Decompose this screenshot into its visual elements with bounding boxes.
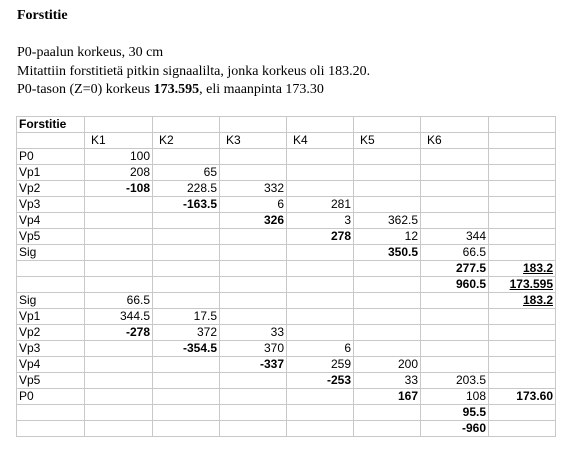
value-cell: 33 bbox=[354, 373, 421, 389]
row-label-cell: P0 bbox=[17, 149, 85, 165]
row-label-cell: P0 bbox=[17, 389, 85, 405]
value-cell bbox=[85, 373, 153, 389]
value-cell bbox=[153, 229, 220, 245]
text-l3-post: , eli maanpinta 173.30 bbox=[199, 82, 324, 97]
value-cell: 203.5 bbox=[421, 373, 489, 389]
value-cell bbox=[85, 389, 153, 405]
value-cell bbox=[85, 261, 153, 277]
value-cell bbox=[354, 277, 421, 293]
row-label-cell: Vp3 bbox=[17, 197, 85, 213]
value-cell bbox=[421, 357, 489, 373]
value-cell bbox=[220, 245, 287, 261]
value-cell bbox=[489, 229, 556, 245]
table-corner-cell bbox=[17, 133, 85, 149]
value-cell: 326 bbox=[220, 213, 287, 229]
value-cell: 228.5 bbox=[153, 181, 220, 197]
value-cell: 3 bbox=[287, 213, 354, 229]
row-label-cell: Vp2 bbox=[17, 325, 85, 341]
table-row bbox=[17, 421, 556, 437]
value-cell: 65 bbox=[153, 165, 220, 181]
value-cell bbox=[489, 309, 556, 325]
row-label-cell: Vp1 bbox=[17, 309, 85, 325]
value-cell bbox=[421, 325, 489, 341]
value-cell bbox=[85, 229, 153, 245]
value-cell: 332 bbox=[220, 181, 287, 197]
value-cell bbox=[421, 181, 489, 197]
value-cell: 344.5 bbox=[85, 309, 153, 325]
column-header-cell: K5 bbox=[354, 133, 421, 149]
row-label-cell: Vp2 bbox=[17, 181, 85, 197]
table-row bbox=[17, 309, 556, 325]
row-label-cell bbox=[17, 261, 85, 277]
value-cell bbox=[287, 389, 354, 405]
value-cell bbox=[153, 149, 220, 165]
table-header-empty-cell bbox=[421, 117, 489, 133]
value-cell bbox=[220, 309, 287, 325]
value-cell bbox=[153, 277, 220, 293]
value-cell bbox=[354, 405, 421, 421]
value-cell bbox=[421, 341, 489, 357]
value-cell bbox=[85, 341, 153, 357]
value-cell: 17.5 bbox=[153, 309, 220, 325]
value-cell: 200 bbox=[354, 357, 421, 373]
value-cell bbox=[489, 341, 556, 357]
column-header-cell: K3 bbox=[220, 133, 287, 149]
column-header-cell: K6 bbox=[421, 133, 489, 149]
value-cell: 6 bbox=[287, 341, 354, 357]
value-cell bbox=[85, 357, 153, 373]
table-row bbox=[17, 293, 556, 309]
value-cell: 277.5 bbox=[421, 261, 489, 277]
column-header-cell bbox=[489, 133, 556, 149]
text-line-measurement: Mitattiin forstitietä pitkin signaalilta, jonka korkeus oli 183.20. bbox=[17, 64, 371, 79]
value-cell bbox=[489, 357, 556, 373]
value-cell bbox=[287, 293, 354, 309]
table-row bbox=[17, 213, 556, 229]
table-row bbox=[17, 197, 556, 213]
table-body bbox=[17, 117, 556, 437]
table-row bbox=[17, 181, 556, 197]
text-l3-pre: P0-tason (Z=0) korkeus bbox=[17, 82, 154, 97]
value-cell bbox=[153, 261, 220, 277]
value-cell: 33 bbox=[220, 325, 287, 341]
value-cell: 66.5 bbox=[421, 245, 489, 261]
row-label-cell: Vp5 bbox=[17, 373, 85, 389]
table-header-empty-cell bbox=[85, 117, 153, 133]
value-cell: 167 bbox=[354, 389, 421, 405]
value-cell bbox=[354, 149, 421, 165]
value-cell bbox=[287, 309, 354, 325]
row-label-cell bbox=[17, 405, 85, 421]
table-header-empty-cell bbox=[354, 117, 421, 133]
table-row bbox=[17, 325, 556, 341]
value-cell bbox=[153, 389, 220, 405]
value-cell: -354.5 bbox=[153, 341, 220, 357]
table-header-empty-cell bbox=[220, 117, 287, 133]
value-cell bbox=[489, 245, 556, 261]
value-cell: -108 bbox=[85, 181, 153, 197]
value-cell bbox=[153, 357, 220, 373]
value-cell: 183.2 bbox=[489, 293, 556, 309]
row-label-cell: Sig bbox=[17, 245, 85, 261]
value-cell bbox=[287, 325, 354, 341]
value-cell bbox=[489, 165, 556, 181]
value-cell bbox=[489, 373, 556, 389]
value-cell bbox=[220, 389, 287, 405]
value-cell: 372 bbox=[153, 325, 220, 341]
value-cell bbox=[421, 293, 489, 309]
value-cell bbox=[421, 309, 489, 325]
table-header-empty-cell bbox=[489, 117, 556, 133]
value-cell bbox=[153, 293, 220, 309]
document-title: Forstitie bbox=[17, 8, 68, 23]
value-cell: 362.5 bbox=[354, 213, 421, 229]
value-cell bbox=[220, 277, 287, 293]
table-row bbox=[17, 245, 556, 261]
value-cell: 95.5 bbox=[421, 405, 489, 421]
value-cell bbox=[489, 421, 556, 437]
value-cell: -337 bbox=[220, 357, 287, 373]
value-cell bbox=[421, 197, 489, 213]
table-row bbox=[17, 165, 556, 181]
value-cell bbox=[153, 405, 220, 421]
value-cell bbox=[354, 197, 421, 213]
value-cell: 960.5 bbox=[421, 277, 489, 293]
value-cell bbox=[153, 421, 220, 437]
text-l3-bold: 173.595 bbox=[153, 82, 200, 97]
value-cell bbox=[354, 341, 421, 357]
table-row bbox=[17, 357, 556, 373]
value-cell: 6 bbox=[220, 197, 287, 213]
row-label-cell: Vp4 bbox=[17, 357, 85, 373]
value-cell bbox=[489, 325, 556, 341]
value-cell bbox=[354, 181, 421, 197]
value-cell: -163.5 bbox=[153, 197, 220, 213]
value-cell bbox=[85, 213, 153, 229]
value-cell bbox=[220, 373, 287, 389]
value-cell bbox=[220, 261, 287, 277]
value-cell: 259 bbox=[287, 357, 354, 373]
table-column-row bbox=[17, 133, 556, 149]
value-cell bbox=[220, 149, 287, 165]
value-cell: 344 bbox=[421, 229, 489, 245]
value-cell bbox=[421, 149, 489, 165]
value-cell bbox=[287, 405, 354, 421]
value-cell bbox=[354, 165, 421, 181]
value-cell bbox=[287, 277, 354, 293]
value-cell: 66.5 bbox=[85, 293, 153, 309]
value-cell bbox=[220, 229, 287, 245]
column-header-cell: K1 bbox=[85, 133, 153, 149]
value-cell bbox=[153, 373, 220, 389]
value-cell bbox=[287, 261, 354, 277]
value-cell bbox=[287, 245, 354, 261]
table-header-empty-cell bbox=[287, 117, 354, 133]
value-cell: -253 bbox=[287, 373, 354, 389]
table-row bbox=[17, 373, 556, 389]
table-header-row bbox=[17, 117, 556, 133]
row-label-cell: Sig bbox=[17, 293, 85, 309]
value-cell bbox=[85, 245, 153, 261]
value-cell bbox=[287, 149, 354, 165]
value-cell bbox=[220, 293, 287, 309]
value-cell bbox=[153, 213, 220, 229]
value-cell bbox=[85, 405, 153, 421]
table-row bbox=[17, 389, 556, 405]
value-cell bbox=[153, 245, 220, 261]
value-cell bbox=[287, 165, 354, 181]
row-label-cell bbox=[17, 277, 85, 293]
row-label-cell bbox=[17, 421, 85, 437]
row-label-cell: Vp4 bbox=[17, 213, 85, 229]
value-cell bbox=[354, 293, 421, 309]
value-cell bbox=[85, 421, 153, 437]
value-cell bbox=[489, 197, 556, 213]
value-cell bbox=[421, 165, 489, 181]
value-cell bbox=[354, 325, 421, 341]
value-cell bbox=[421, 213, 489, 229]
table-row bbox=[17, 229, 556, 245]
levelling-table bbox=[16, 116, 556, 437]
value-cell bbox=[489, 149, 556, 165]
value-cell: 278 bbox=[287, 229, 354, 245]
value-cell bbox=[489, 181, 556, 197]
value-cell bbox=[489, 213, 556, 229]
value-cell bbox=[354, 421, 421, 437]
value-cell bbox=[85, 277, 153, 293]
value-cell: 350.5 bbox=[354, 245, 421, 261]
value-cell: 173.60 bbox=[489, 389, 556, 405]
table-header-empty-cell bbox=[153, 117, 220, 133]
row-label-cell: Vp3 bbox=[17, 341, 85, 357]
value-cell: 173.595 bbox=[489, 277, 556, 293]
value-cell bbox=[489, 405, 556, 421]
column-header-cell: K4 bbox=[287, 133, 354, 149]
value-cell bbox=[354, 261, 421, 277]
value-cell bbox=[287, 421, 354, 437]
value-cell bbox=[354, 309, 421, 325]
value-cell bbox=[287, 181, 354, 197]
value-cell: 208 bbox=[85, 165, 153, 181]
value-cell: 100 bbox=[85, 149, 153, 165]
value-cell: -278 bbox=[85, 325, 153, 341]
value-cell: 281 bbox=[287, 197, 354, 213]
value-cell bbox=[220, 421, 287, 437]
table-row bbox=[17, 149, 556, 165]
value-cell: 370 bbox=[220, 341, 287, 357]
value-cell: 12 bbox=[354, 229, 421, 245]
value-cell: -960 bbox=[421, 421, 489, 437]
row-label-cell: Vp5 bbox=[17, 229, 85, 245]
value-cell bbox=[220, 405, 287, 421]
value-cell bbox=[85, 197, 153, 213]
table-row bbox=[17, 405, 556, 421]
value-cell: 108 bbox=[421, 389, 489, 405]
row-label-cell: Vp1 bbox=[17, 165, 85, 181]
table-row bbox=[17, 341, 556, 357]
table-title-cell: Forstitie bbox=[17, 117, 85, 133]
text-line-reference-level bbox=[17, 82, 324, 98]
table-row bbox=[17, 261, 556, 277]
value-cell: 183.2 bbox=[489, 261, 556, 277]
text-line-pole-height: P0-paalun korkeus, 30 cm bbox=[17, 45, 164, 60]
column-header-cell: K2 bbox=[153, 133, 220, 149]
value-cell bbox=[220, 165, 287, 181]
table-row bbox=[17, 277, 556, 293]
